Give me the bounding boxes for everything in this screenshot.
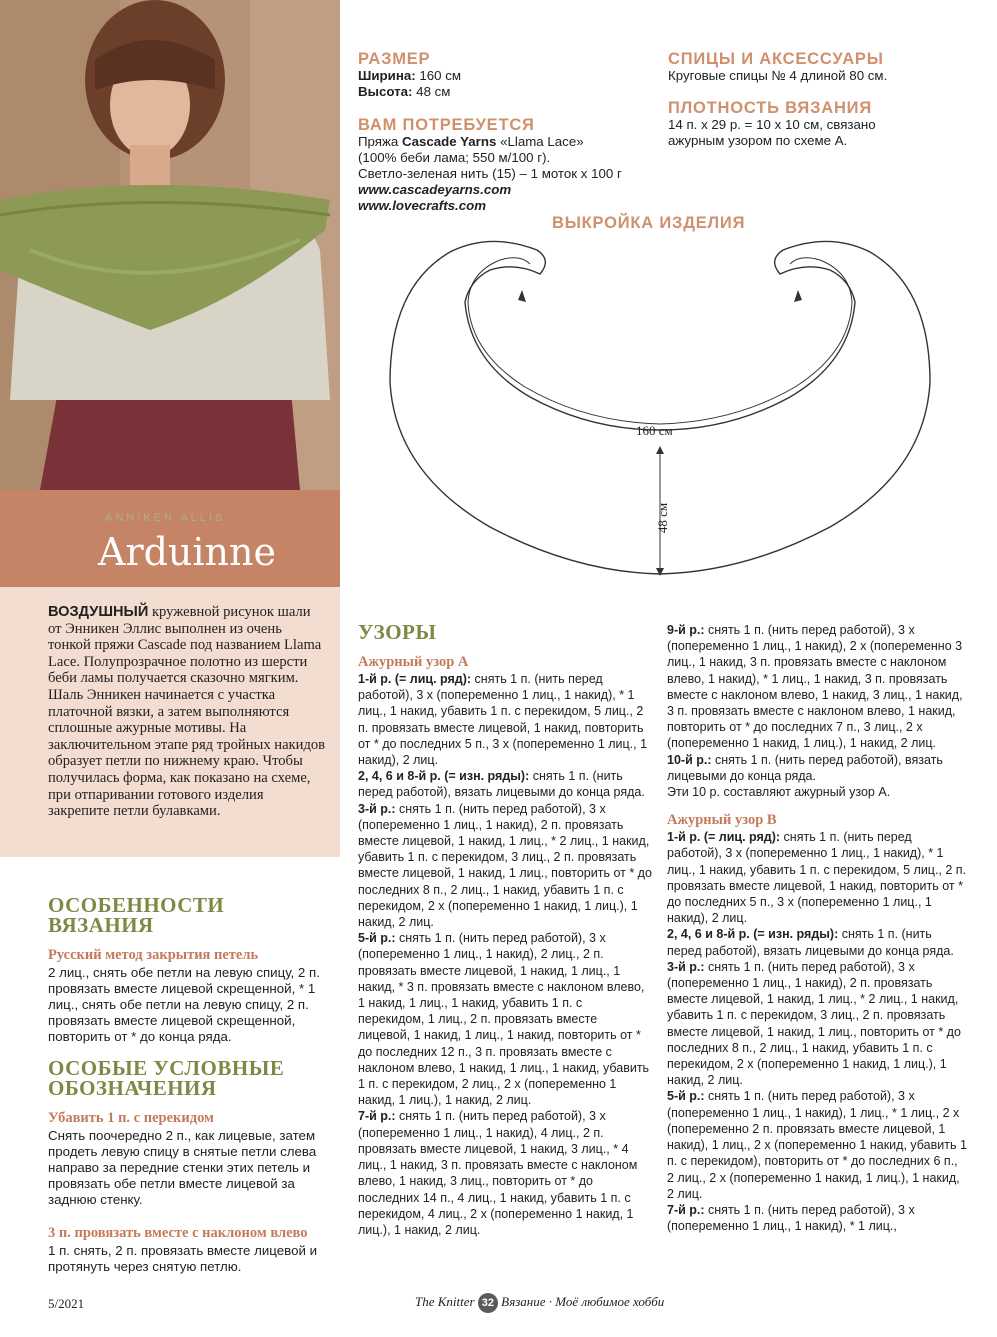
- gauge-text: 14 п. х 29 р. = 10 х 10 см, связано ажурным узором по схеме А.: [668, 117, 876, 148]
- patterns-heading: УЗОРЫ: [358, 620, 437, 644]
- features-subheading: Русский метод закрытия петель: [48, 947, 259, 963]
- left-arrow-icon: [518, 290, 526, 302]
- pattern-row: 7-й р.: снять 1 п. (нить перед работой), 3 х (попеременно 1 лиц., 1 накид), * 1 лиц.,: [667, 1202, 915, 1234]
- needles-text: Круговые спицы № 4 длиной 80 см.: [668, 68, 888, 83]
- woman-in-shawl-illustration: [0, 0, 340, 490]
- pattern-row: 3-й р.: снять 1 п. (нить перед работой), 3 х (попеременно 1 лиц., 1 накид), 2 п. провязать вместе лицевой, 1 накид, 1 лиц., * 2 лиц., 1 накид, убавить 1 п. с перекидом, 3 лиц., 2 п. провязать вместе лицевой, 1 накид, 1 лиц., повторить от * до последних 8 п., 2 лиц., 1 накид, убавить 1 п. с перекидом, 2 х (попеременно 1 накид, 1 лиц.), 1 накид, 2 лиц.: [358, 801, 652, 930]
- pattern-title: Arduinne: [98, 530, 276, 574]
- size-width: Ширина: 160 см: [358, 68, 462, 83]
- symbol1-heading: Убавить 1 п. с перекидом: [48, 1110, 214, 1126]
- pattern-row: 2, 4, 6 и 8-й р. (= изн. ряды): снять 1 п. (нить перед работой), вязать лицевыми до конца ряда.: [667, 927, 954, 958]
- materials-heading: ВАМ ПОТРЕБУЕТСЯ: [358, 116, 535, 134]
- schematic-heading: ВЫКРОЙКА ИЗДЕЛИЯ: [552, 214, 746, 232]
- size-heading: РАЗМЕР: [358, 50, 431, 68]
- intro-text: кружевной рисунок шали от Энникен Эллис выполнен из очень тонкой пряжи Cascade под названием Llama Lace. Полупрозрачное полотно из шерсти беби ламы получается сказочно мягким. Шаль Энникен начинается с участка платочной вязки, а затем выполняются сплошные ажурные мотивы. На заключительном этапе ряд тройных накидов образует петли по нижнему краю. Чтобы получилась форма, как показано на схеме, при отпаривании готового изделия закрепите петли булавками.: [48, 604, 326, 820]
- yarn-line: Пряжа Cascade Yarns «Llama Lace»: [358, 134, 584, 149]
- pattern-row: 1-й р. (= лиц. ряд): снять 1 п. (нить перед работой), 3 х (попеременно 1 лиц., 1 накид), * 1 лиц., 1 накид, убавить 1 п. с перекидом, 5 лиц., 2 п. провязать вместе лицевой, 1 накид, повторить от * до последних 5 п., 3 х (попеременно 1 лиц., 1 накид), 2 лиц.: [667, 830, 967, 926]
- right-arrow-icon: [794, 290, 802, 302]
- pattern-a-heading: Ажурный узор А: [358, 654, 469, 670]
- magazine-footer: [415, 1293, 664, 1313]
- intro-lead: ВОЗДУШНЫЙ: [48, 604, 149, 620]
- symbol1-text: Снять поочередно 2 п., как лицевые, затем продеть левую спицу в снятые петли слева направо за передние стенки этих петель и провязать обе петли вместе лицевой за заднюю стенку.: [48, 1128, 317, 1207]
- magazine-name: The Knitter: [415, 1293, 475, 1309]
- pattern-row: 5-й р.: снять 1 п. (нить перед работой), 3 х (попеременно 1 лиц., 1 накид), 2 лиц., 2 п. провязать вместе лицевой, 1 накид, 1 лиц., 1 накид, * 3 п. провязать вместе с наклоном влево, 1 накид, 1 лиц., 1 накид, убавить 1 п. с перекидом, 1 лиц., 2 п. провязать вместе лицевой, 1 накид, 1 лиц., 1 накид, повторить от * до последних 12 п., 3 п. провязать вместе с наклоном влево, 1 накид, 1 лиц., 1 накид, убавить 1 п. с перекидом, 2 лиц., 2 х (попеременно 1 накид, 1 лиц.), 1 накид, 2 лиц.: [358, 931, 650, 1108]
- height-dimension-label: 48 см: [655, 502, 671, 534]
- width-dimension-label: 160 см: [636, 423, 673, 438]
- author-name: ANNIKEN ALLIS: [105, 512, 226, 524]
- pattern-row: 9-й р.: снять 1 п. (нить перед работой), 3 х (попеременно 1 лиц., 1 накид), 2 х (попеременно 3 лиц., 1 накид, 3 п. провязать вместе с наклоном влево, 1 накид), * 1 лиц., 1 накид, 3 п. провязать вместе с наклоном влево, 1 накид, 3 лиц., 1 накид, 3 п. провязать вместе с наклоном влево, 1 накид, повторить от * до последних 7 п., 3 лиц., 2 х (попеременно 1 накид, 1 лиц.), 1 накид, 2 лиц.: [667, 623, 963, 751]
- pattern-a-rows-col1: [358, 671, 652, 1238]
- issue-number: 5/2021: [48, 1296, 85, 1311]
- intro-paragraph: [48, 604, 326, 820]
- magazine-tagline: Вязание · Моё любимое хобби: [501, 1293, 665, 1309]
- pattern-row: 7-й р.: снять 1 п. (нить перед работой), 3 х (попеременно 1 лиц., 1 накид), 4 лиц., 2 п. провязать вместе лицевой, 1 накид, 3 лиц., * 4 лиц., 1 накид, 3 п. провязать вместе с наклоном влево, 1 накид, 3 лиц., повторить от * до последних 14 п., 4 лиц., 1 накид, убавить 1 п. с перекидом, 4 лиц., 2 х (попеременно 1 накид, 1 лиц.), 1 накид, 2 лиц.: [358, 1109, 638, 1237]
- features-heading: ОСОБЕННОСТИ ВЯЗАНИЯ: [48, 893, 225, 937]
- url-cascade[interactable]: www.cascadeyarns.com: [358, 182, 512, 197]
- page-number: 32: [478, 1293, 498, 1313]
- pattern-row: 10-й р.: снять 1 п. (нить перед работой), вязать лицевыми до конца ряда.: [667, 752, 943, 783]
- gauge-heading: ПЛОТНОСТЬ ВЯЗАНИЯ: [668, 99, 872, 117]
- features-text: 2 лиц., снять обе петли на левую спицу, 2 п. провязать вместе лицевой скрещенной, * 1 лиц., снять обе петли на левую спицу, 2 п. провязать вместе лицевой скрещенной, повторить от * до конца ряда.: [48, 965, 320, 1044]
- hero-photo: [0, 0, 340, 490]
- symbol2-text: 1 п. снять, 2 п. провязать вместе лицевой и протянуть через снятую петлю.: [48, 1243, 318, 1274]
- pattern-col3: [667, 622, 967, 1234]
- materials-list: [358, 134, 658, 214]
- pattern-row: 2, 4, 6 и 8-й р. (= изн. ряды): снять 1 п. (нить перед работой), вязать лицевыми до конца ряда.: [358, 769, 645, 800]
- size-height: Высота: 48 см: [358, 84, 451, 99]
- symbol2-heading: 3 п. провязать вместе с наклоном влево: [48, 1225, 308, 1241]
- pattern-b-heading: Ажурный узор В: [667, 812, 777, 829]
- pattern-row: 5-й р.: снять 1 п. (нить перед работой), 3 х (попеременно 1 лиц., 1 накид), 1 лиц., * 1 лиц., 2 х (попеременно 2 п. провязать вместе лицевой, 1 накид), 1 лиц., 2 х (попеременно 1 накид, убавить 1 п. с перекидом), повторить от * до последних 6 п., 2 лиц., 2 х (попеременно 1 накид, 1 лиц.), 1 накид, 2 лиц.: [667, 1089, 967, 1201]
- url-lovecrafts[interactable]: www.lovecrafts.com: [358, 198, 487, 213]
- pattern-row: 1-й р. (= лиц. ряд): снять 1 п. (нить перед работой), 3 х (попеременно 1 лиц., 1 накид), * 1 лиц., 1 накид, убавить 1 п. с перекидом, 5 лиц., 2 п. провязать вместе лицевой, 1 накид, повторить от * до последних 5 п., 3 х (попеременно 1 лиц., 1 накид), 2 лиц.: [358, 672, 648, 768]
- yarn-composition: (100% беби лама; 550 м/100 г).: [358, 150, 551, 165]
- needles-heading: СПИЦЫ И АКСЕССУАРЫ: [668, 50, 884, 68]
- shawl-schematic: [350, 232, 950, 592]
- pattern-row: 3-й р.: снять 1 п. (нить перед работой), 3 х (попеременно 1 лиц., 1 накид), 2 п. провязать вместе лицевой, 1 накид, 1 лиц., * 2 лиц., 1 накид, убавить 1 п. с перекидом, 3 лиц., 2 п. провязать вместе лицевой, 1 накид, 1 лиц., повторить от * до последних 8 п., 2 лиц., 1 накид, убавить 1 п. с перекидом, 2 х (попеременно 1 накид, 1 лиц.), 1 накид, 2 лиц.: [667, 959, 961, 1088]
- symbols-heading: ОСОБЫЕ УСЛОВНЫЕ ОБОЗНАЧЕНИЯ: [48, 1056, 285, 1100]
- yarn-amount: Светло-зеленая нить (15) – 1 моток х 100 г: [358, 166, 622, 181]
- pattern-a-summary: Эти 10 р. составляют ажурный узор А.: [667, 785, 891, 800]
